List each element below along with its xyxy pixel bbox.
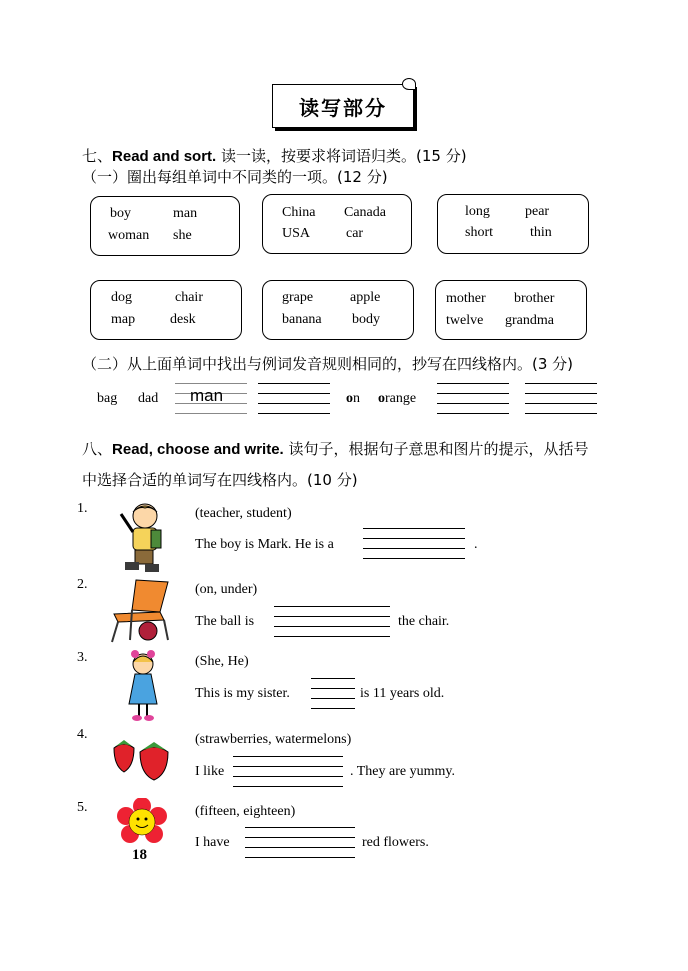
item-sentence-end: . They are yummy. [350,764,455,779]
part7-heading: 七、Read and sort. 读一读，按要求将词语归类。(15 分) [82,147,467,165]
word[interactable]: man [173,206,198,221]
item-options: (She, He) [195,654,249,669]
word[interactable]: twelve [446,313,484,328]
word[interactable]: body [352,312,380,327]
word[interactable]: she [173,228,192,243]
item-sentence-end: . [474,537,478,552]
item-sentence-end: red flowers. [362,835,429,850]
four-line-grid-answer[interactable] [258,383,330,413]
scroll-curl-decoration [402,78,416,90]
flower-count-label: 18 [132,847,147,863]
word[interactable]: apple [350,290,381,305]
four-line-grid-answer[interactable] [437,383,509,413]
word[interactable]: car [346,226,364,241]
item-number: 5. [77,800,88,815]
item-number: 3. [77,650,88,665]
item-sentence-end: the chair. [398,614,450,629]
word-group-1 [90,196,240,256]
word[interactable]: USA [282,226,311,241]
word[interactable]: desk [170,312,196,327]
word[interactable]: China [282,205,316,220]
sample-answer: man [190,386,224,405]
item-options: (fifteen, eighteen) [195,804,296,819]
example-word-bag: bag [97,391,118,406]
item-sentence-start: I like [195,764,225,779]
word[interactable]: map [111,312,136,327]
example-word-on: on [346,391,360,406]
word[interactable]: chair [175,290,203,305]
item-sentence-start: This is my sister. [195,686,290,701]
word[interactable]: brother [514,291,555,306]
four-line-grid-answer[interactable] [274,606,390,636]
word[interactable]: pear [525,204,550,219]
item-number: 4. [77,727,88,742]
four-line-grid-answer[interactable] [525,383,597,413]
section-title: 读写部分 [299,95,387,120]
word-group-6 [435,280,587,340]
word[interactable]: grape [282,290,314,305]
word-group-4 [90,280,242,340]
item-options: (strawberries, watermelons) [195,732,352,747]
girl-image [125,650,161,724]
strawberries-image [110,736,174,782]
item-sentence-start: The ball is [195,614,255,629]
part7-sub2: （二）从上面单词中找出与例词发音规则相同的，抄写在四线格内。(3 分) [82,355,574,373]
word[interactable]: dog [111,290,132,305]
word[interactable]: Canada [344,205,386,220]
item-options: (teacher, student) [195,506,292,521]
word[interactable]: woman [108,228,150,243]
example-word-orange: orange [378,391,417,406]
four-line-grid-answer[interactable] [233,756,343,786]
four-line-grid-answer[interactable] [363,528,465,558]
item-sentence-end: is 11 years old. [360,686,445,701]
word-group-5 [262,280,414,340]
part7-sub1: （一）圈出每组单词中不同类的一项。(12 分) [82,168,388,186]
word[interactable]: long [465,204,490,219]
word[interactable]: short [465,225,493,240]
item-sentence-start: The boy is Mark. He is a [195,537,334,552]
word[interactable]: boy [110,206,131,221]
part8-heading-cont: 中选择合适的单词写在四线格内。(10 分) [82,471,358,489]
section-title-box [272,84,414,128]
word[interactable]: grandma [505,313,554,328]
word[interactable]: thin [530,225,552,240]
word-group-3 [437,194,589,254]
item-number: 1. [77,501,88,516]
item-number: 2. [77,577,88,592]
item-sentence-start: I have [195,835,230,850]
flower-image [114,798,170,848]
part8-heading: 八、Read, choose and write. 读句子，根据句子意思和图片的提示，从括号 [82,440,589,458]
word-group-2 [262,194,412,254]
chair-with-ball-image [108,578,172,644]
boy-image [115,500,167,576]
four-line-grid-answer[interactable] [245,827,355,857]
four-line-grid-answer[interactable] [311,678,355,708]
word[interactable]: banana [282,312,322,327]
word[interactable]: mother [446,291,486,306]
example-word-dad: dad [138,391,159,406]
item-options: (on, under) [195,582,258,597]
